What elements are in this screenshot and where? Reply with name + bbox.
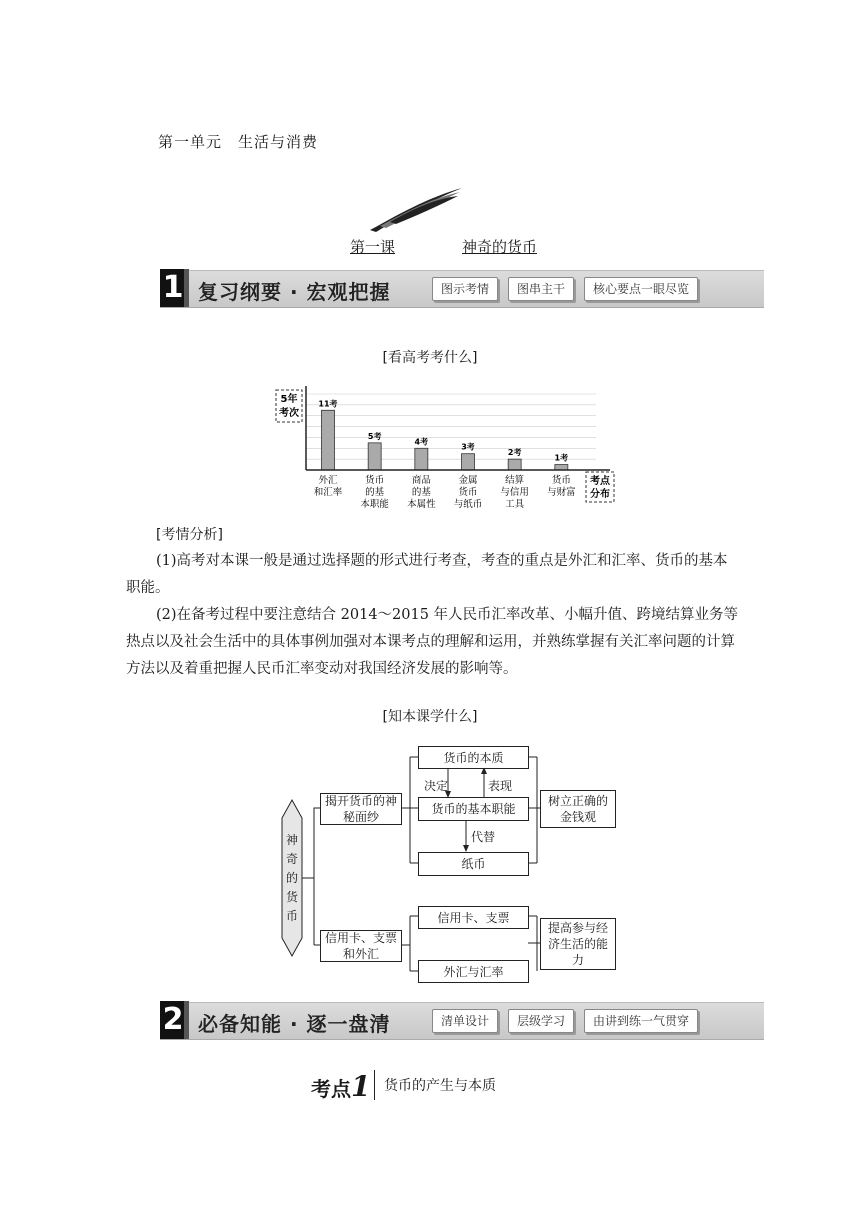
category-label: 的基: [365, 487, 385, 498]
tag-button[interactable]: 核心要点一眼尽览: [584, 277, 698, 301]
bar-data-label: 2考: [507, 448, 522, 458]
tag-button[interactable]: 由讲到练一气贯穿: [584, 1009, 698, 1033]
category-label: 货币: [551, 475, 571, 486]
category-label: 货币: [458, 487, 478, 498]
branch-node-1: 揭开货币的神秘面纱: [320, 793, 402, 825]
category-label: 货币: [365, 475, 385, 486]
section-title-learn: [知本课学什么]: [382, 709, 478, 725]
tag-button[interactable]: 层级学习: [508, 1009, 574, 1033]
node-forex: 外汇与汇率: [418, 960, 529, 983]
root-node: 神奇的货币: [285, 832, 298, 923]
category-label: 的基: [411, 487, 431, 498]
category-label: 本属性: [407, 499, 436, 510]
section-banner-2: [160, 1002, 764, 1040]
xlabel-line1: 考点: [590, 476, 610, 487]
category-label: 和汇率: [313, 487, 343, 498]
ylabel-line2: 考次: [279, 408, 299, 419]
outcome-node-2: 提高参与经济生活的能力: [540, 918, 616, 970]
tag-button[interactable]: 图串主干: [508, 277, 574, 301]
label-show: 表现: [488, 779, 513, 793]
banner-title: 复习纲要 · 宏观把握: [198, 280, 391, 304]
bar-data-label: 4考: [414, 437, 429, 447]
branch-node-2: 信用卡、支票和外汇: [320, 930, 402, 962]
node-functions: 货币的基本职能: [418, 797, 529, 821]
kaodian-heading: [311, 1070, 370, 1103]
kaodian-title: 货币的产生与本质: [384, 1078, 496, 1094]
category-label: 与财富: [547, 487, 576, 498]
banner-title: 必备知能 · 逐一盘清: [198, 1012, 391, 1036]
tag-button[interactable]: 图示考情: [432, 277, 498, 301]
category-label: 与纸币: [453, 499, 483, 510]
banner-number: 2: [160, 1001, 186, 1039]
banner-number: 1: [160, 269, 186, 307]
xlabel-line2: 分布: [590, 489, 610, 500]
bar-data-label: 11考: [318, 399, 338, 409]
node-credit-card: 信用卡、支票: [418, 906, 529, 929]
bar-data-label: 5考: [367, 431, 382, 441]
bar-data-label: 1考: [554, 453, 569, 463]
outcome-node-1: 树立正确的金钱观: [540, 790, 616, 828]
unit-heading: 第一单元 生活与消费: [158, 133, 319, 151]
kaodian-divider: [374, 1070, 375, 1100]
tag-button[interactable]: 清单设计: [432, 1009, 498, 1033]
bar-data-label: 3考: [461, 442, 475, 452]
category-label: 商品: [411, 475, 431, 486]
analysis-paragraph-2: (2)在备考过程中要注意结合 2014～2015 年人民币汇率改革、小幅升值、跨境结算业务等热点以及社会生活中的具体事例加强对本课考点的理解和运用，并熟练掌握有关汇率问题的计算方法以及着重把握人民币汇率变动对我国经济发展的影响等。: [126, 607, 739, 677]
analysis-heading: [考情分析]: [156, 527, 223, 543]
category-label: 工具: [505, 499, 525, 510]
category-label: 本职能: [360, 499, 389, 510]
lesson-name: 神奇的货币: [462, 238, 538, 256]
section-title-exam: [看高考考什么]: [382, 350, 478, 366]
label-replace: 代替: [471, 830, 496, 844]
lesson-label: 第一课: [350, 238, 396, 256]
kaodian-number: 1: [351, 1070, 371, 1103]
category-label: 与信用: [500, 487, 529, 498]
category-label: 结算: [505, 475, 525, 486]
node-nature: 货币的本质: [418, 746, 529, 769]
category-label: 外汇: [318, 475, 338, 486]
analysis-paragraph-1: (1)高考对本课一般是通过选择题的形式进行考查，考查的重点是外汇和汇率、货币的基本职能。: [126, 553, 728, 596]
label-decide: 决定: [424, 779, 449, 793]
category-label: 金属: [458, 475, 478, 486]
node-paper-money: 纸币: [418, 852, 529, 876]
ylabel-line1: 5年: [280, 394, 298, 405]
kaodian-label: 考点: [311, 1077, 351, 1101]
